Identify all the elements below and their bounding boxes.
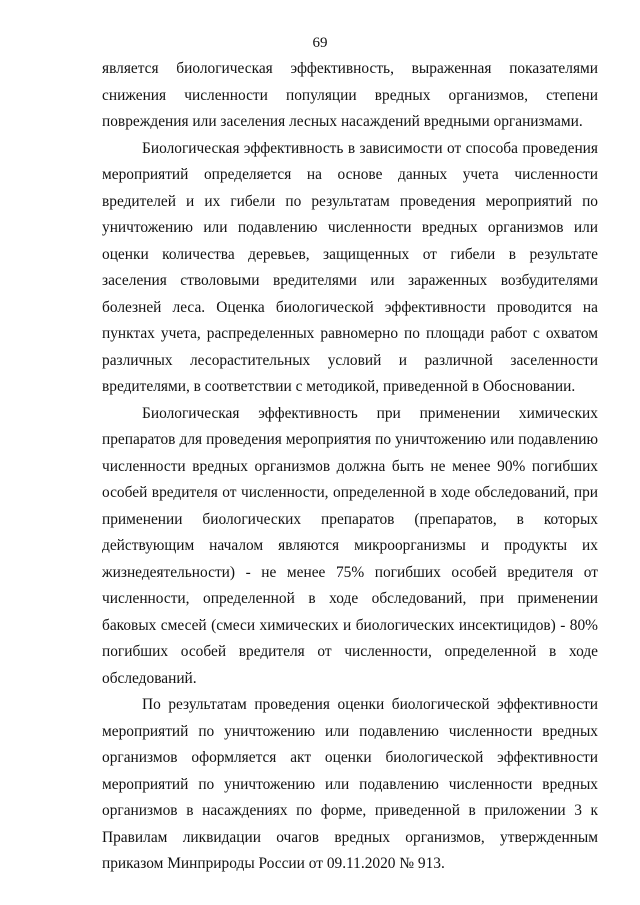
paragraph-continuation: является биологическая эффективность, выраженная показателями снижения численности популяции вредных организмов, степени повреждения или заселения лесных насаждений вредными организмами. <box>102 60 598 130</box>
paragraph-biological-efficiency-method: Биологическая эффективность в зависимости от способа проведения мероприятий определяется на основе данных учета численности вредителей и их гибели по результатам проведения мероприятий по уничтожению или подавлению численности вредных организмов или оценки количества деревьев, защищенных от гибели в результате заселения стволовыми вредителями или зараженных возбудителями болезней леса. Оценка биологической эффективности проводится на пунктах учета, распределенных равномерно по площади работ с охватом различных лесорастительных условий и различной заселенности вредителями, в соответствии с методикой, приведенной в Обосновании. <box>102 139 598 395</box>
paragraph-efficiency-thresholds: Биологическая эффективность при применении химических препаратов для проведения мероприятия по уничтожению или подавлению численности вредных организмов должна быть не менее 90% погибших особей вредителя от численности, определенной в ходе обследований, при применении биологических препаратов (препаратов, в которых действующим началом являются микроорганизмы и продукты их жизнедеятельности) - не менее 75% погибших особей вредителя от численности, определенной в ходе обследований, при применении баковых смесей (смеси химических и биологических инсектицидов) - 80% погибших особей вредителя от численности, определенной в ходе обследований. <box>102 404 598 687</box>
page-number: 69 <box>312 35 328 51</box>
document-body <box>102 56 598 878</box>
paragraph-assessment-act: По результатам проведения оценки биологической эффективности мероприятий по уничтожению или подавлению численности вредных организмов оформляется акт оценки биологической эффективности мероприятий по уничтожению или подавлению численности вредных организмов в насаждениях по форме, приведенной в приложении 3 к Правилам ликвидации очагов вредных организмов, утвержденным приказом Минприроды России от 09.11.2020 № 913. <box>102 696 598 872</box>
